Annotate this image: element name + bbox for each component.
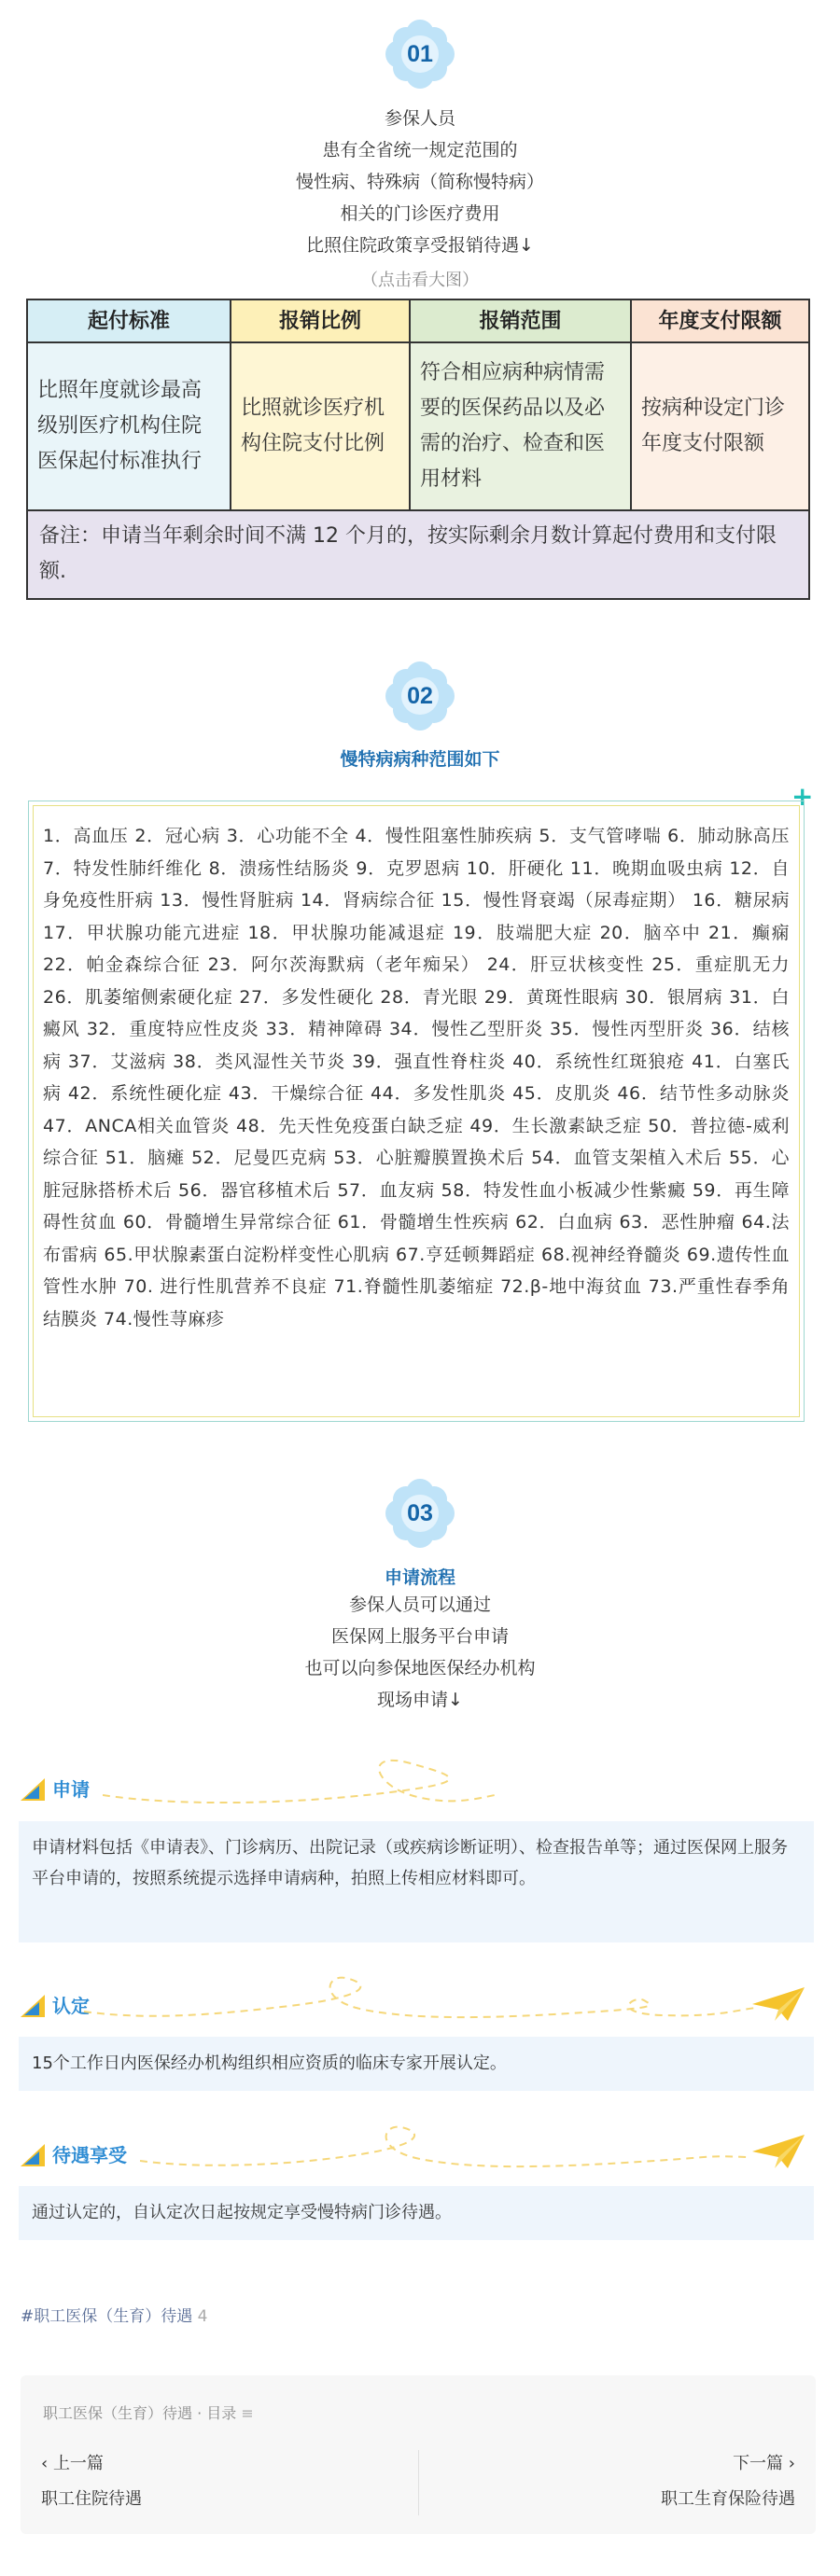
process-title: 申请流程 [384,1567,455,1588]
process-intro-line: 医保网上服务平台申请 [330,1626,509,1647]
paper-plane-icon [750,2131,806,2172]
next-title: 职工生育保险待遇 [661,2489,795,2509]
view-large-image-hint[interactable]: （点击看大图） [361,271,479,290]
disease-list-text: 1．高血压 2．冠心病 3．心功能不全 4．慢性阻塞性肺疾病 5．支气管哮喘 6．肺动脉高压 7．特发性肺纤维化 8．溃疡性结肠炎 9．克罗恩病 10．肝硬化 11．晚期血吸虫病 12．自身免疫性肝病 13．慢性肾脏病 14．肾病综合征 15．慢性肾衰竭（尿毒症期） 16．糖尿病 17．甲状腺功能亢进症 18．甲状腺功能减退症 19．肢端肥大症 20．脑卒中 21．癫痫 22．帕金森综合征 23．阿尔茨海默病（老年痴呆） 24．肝豆状核变性 25．重症肌无力 26．肌萎缩侧索硬化症 27．多发性硬化 28．青光眼 29．黄斑性眼病 30．银屑病 31．白癜风 32．重度特应性皮炎 33．精神障碍 34．慢性乙型肝炎 35．慢性丙型肝炎 36．结核病 37．艾滋病 38．类风湿性关节炎 39．强直性脊柱炎 40．系统性红斑狼疮 41．白塞氏病 42．系统性硬化症 43．干燥综合征 44．多发性肌炎 45．皮肌炎 46．结节性多动脉炎 47．ANCA相关血管炎 48．先天性免疫蛋白缺乏症 49．生长激素缺乏症 50．普拉德-威利综合征 51．脑瘫 52．尼曼匹克病 53．心脏瓣膜置换术后 54．血管支架植入术后 55．心脏冠脉搭桥术后 56．器官移植术后 57．血友病 58．特发性血小板减少性紫癜 59．再生障碍性贫血 60．骨髓增生异常综合征 61．骨髓增生性疾病 62．白血病 63．恶性肿瘤 64.法布雷病 65.甲状腺素蛋白淀粉样变性心肌病 67.亨廷顿舞蹈症 68.视神经脊髓炎 69.遗传性血管性水肿 70. 进行性肌营养不良症 71.脊髓性肌萎缩症 72.β-地中海贫血 73.严重性春季角结膜炎 74.慢性荨麻疹 [43,826,790,1330]
article-navigation-card [21,2375,816,2534]
paper-plane-icon [750,1984,806,2025]
directory-link[interactable] [43,2402,254,2423]
prev-label: 上一篇 [52,2454,104,2473]
table-header: 年度支付限额 [632,300,808,343]
directory-label: 职工医保（生育）待遇 · 目录 [43,2404,237,2422]
disease-list-box [28,801,805,1422]
dashed-decoration [140,2122,747,2183]
section-badge-02 [385,661,455,731]
triangle-marker-icon [19,1993,47,2019]
table-cell [632,343,808,511]
chevron-right-icon: › [788,2454,795,2473]
intro-line: 相关的门诊医疗费用 [340,203,500,224]
badge-number: 03 [407,1500,433,1526]
section-badge-01 [385,19,455,90]
badge-number: 01 [407,41,433,67]
step-content-apply: 申请材料包括《申请表》、门诊病历、出院记录（或疾病诊断证明）、检查报告单等；通过医保网上服务平台申请的，按照系统提示选择申请病种，拍照上传相应材料即可。 [19,1821,814,1942]
cell-text: 比照年度就诊最高级别医疗机构住院医保起付标准执行 [37,379,203,473]
next-label-row [661,2450,795,2474]
topic-tag[interactable] [21,2303,207,2326]
step-content-confirm: 15个工作日内医保经办机构组织相应资质的临床专家开展认定。 [19,2037,814,2091]
section-badge-03 [385,1478,455,1549]
triangle-marker-icon [19,1776,47,1803]
topic-tag-label: #职工医保（生育）待遇 [21,2307,193,2326]
nav-divider [418,2450,419,2515]
table-header: 报销比例 [231,300,411,343]
intro-line: 患有全省统一规定范围的 [322,140,518,160]
plus-icon: + [791,781,814,812]
dashed-decoration [84,1972,756,2034]
process-intro-line: 参保人员可以通过 [348,1594,491,1615]
table-header: 报销范围 [411,300,632,343]
disease-list-title: 慢特病病种范围如下 [340,749,500,770]
directory-list-icon: ≡ [241,2404,254,2422]
process-intro-line: 现场申请↓ [377,1690,463,1710]
intro-line: 参保人员 [384,108,455,129]
cell-text: 按病种设定门诊年度支付限额 [641,397,786,455]
intro-line: 比照住院政策享受报销待遇↓ [306,235,534,256]
triangle-marker-icon [19,2142,47,2168]
dashed-decoration [103,1758,495,1814]
step-label: 认定 [52,1995,90,2017]
table-cell [411,343,632,511]
step-header-benefit [19,2137,821,2174]
step-label: 待遇享受 [52,2144,127,2166]
step-header-apply [19,1771,579,1808]
table-cell [28,343,231,511]
cell-text: 符合相应病种病情需要的医保药品以及必需的治疗、检查和医用材料 [420,361,606,491]
table-cell [231,343,411,511]
step-label: 申请 [52,1778,90,1801]
next-label: 下一篇 [733,2454,784,2473]
intro-line: 慢性病、特殊病（简称慢特病） [295,172,544,192]
chevron-left-icon: ‹ [41,2454,49,2473]
cell-text: 比照就诊医疗机构住院支付比例 [241,397,385,455]
next-article-link[interactable] [661,2450,795,2510]
process-intro-line: 也可以向参保地医保经办机构 [304,1658,536,1678]
topic-tag-count: 4 [197,2307,208,2326]
table-header: 起付标准 [28,300,231,343]
prev-title: 职工住院待遇 [41,2489,142,2509]
step-header-confirm [19,1987,821,2025]
policy-table[interactable] [26,299,810,600]
prev-label-row [41,2450,142,2474]
table-note: 备注：申请当年剩余时间不满 12 个月的，按实际剩余月数计算起付费用和支付限额. [28,511,808,598]
prev-article-link[interactable] [41,2450,142,2510]
badge-number: 02 [407,683,433,709]
step-content-benefit: 通过认定的，自认定次日起按规定享受慢特病门诊待遇。 [19,2186,814,2240]
